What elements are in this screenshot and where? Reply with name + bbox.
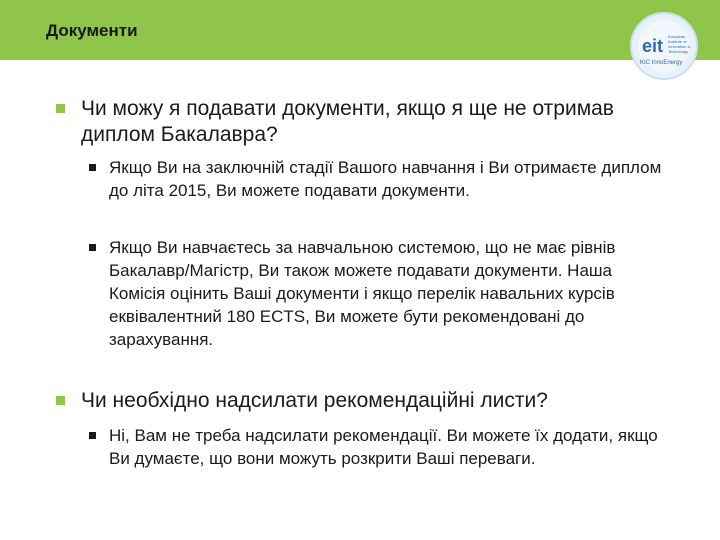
logo-small-line: Institute of	[668, 39, 687, 44]
logo-caption: KIC InnoEnergy	[640, 60, 683, 66]
answer-2-1-text: Ні, Вам не треба надсилати рекомендації. Ви можете їх додати, якщо Ви думаєте, що вони можуть розкрити Ваші переваги.	[109, 426, 658, 468]
answer-1-1-text: Якщо Ви на заключній стадії Вашого навчання і Ви отримаєте диплом до літа 2015, Ви можете подавати документи.	[109, 158, 662, 200]
logo-small-line: European	[668, 34, 686, 39]
bullet-square-icon	[56, 396, 65, 405]
question-1-text: Чи можу я подавати документи, якщо я ще не отримав диплом Бакалавра?	[81, 97, 614, 146]
bullet-square-icon	[89, 432, 96, 439]
answer-1-2-text: Якщо Ви навчаєтесь за навчальною системою, що не має рівнів Бакалавр/Магістр, Ви також можете подавати документи. Наша Комісія оцінить Ваші документи і якщо перелік навальних курсів еквівалентний 180 ECTS, Ви можете бути рекомендовані до зарахування.	[109, 238, 616, 349]
logo-small-line: Innovation &	[668, 44, 691, 49]
logo-mark: eit	[642, 36, 664, 56]
question-2-text: Чи необхідно надсилати рекомендаційні листи?	[81, 389, 548, 412]
page-title: Документи	[46, 21, 138, 40]
bullet-square-icon	[89, 244, 96, 251]
bullet-square-icon	[89, 164, 96, 171]
logo-small-line: Technology	[668, 49, 689, 54]
bullet-square-icon	[56, 104, 65, 113]
